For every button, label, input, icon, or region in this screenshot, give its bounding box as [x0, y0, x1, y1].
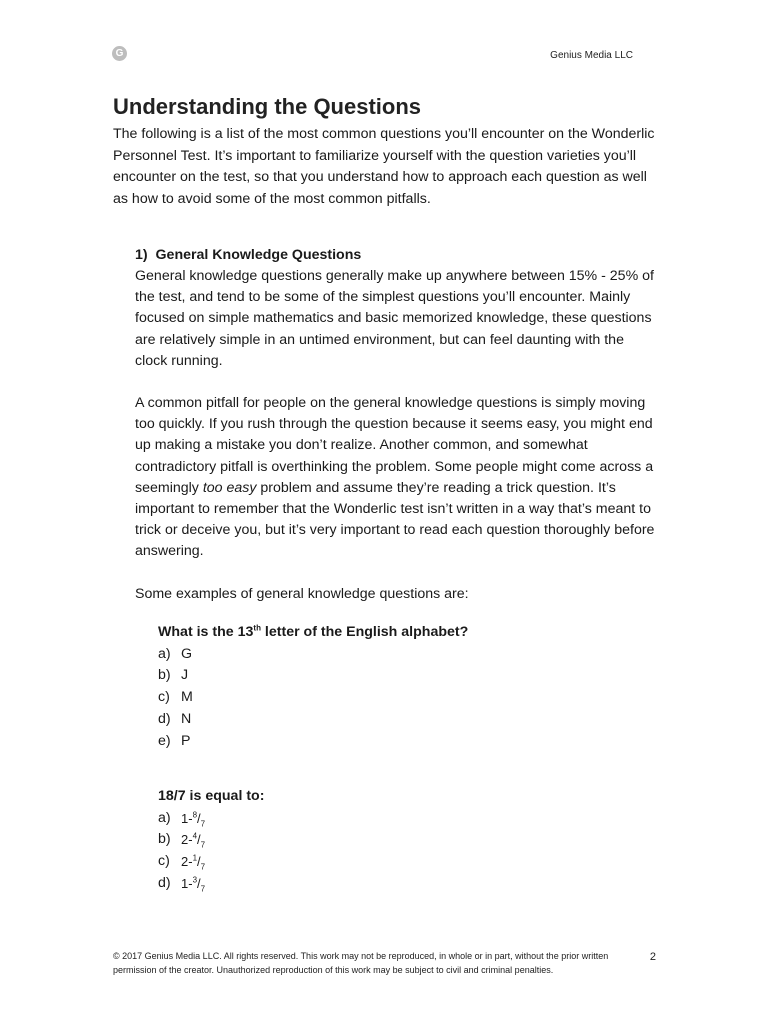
option-letter: e): [158, 732, 171, 749]
option-letter: c): [158, 853, 170, 870]
fraction-denominator: 7: [200, 862, 206, 872]
fraction-whole: 1-: [181, 875, 193, 891]
option-value: G: [181, 645, 193, 662]
option-value: P: [181, 732, 191, 749]
section-paragraph-3: Some examples of general knowledge questions are:: [135, 585, 469, 602]
emphasis-too-easy: too easy: [202, 479, 257, 496]
option-item: [158, 709, 558, 731]
fraction-numerator: 4: [192, 831, 198, 841]
option-value: J: [181, 667, 189, 684]
section-paragraph-1: General knowledge questions generally make up anywhere between 15% - 25% of the test, and tend to be some of the simplest questions you’ll encounter. Mainly focused on simple mathematics and basic memorized knowledge, these questions are relatively simple in an untimed environment, but can feel daunting with the clock running.: [135, 268, 654, 369]
question-2-text: 18/7 is equal to:: [158, 788, 265, 804]
question-1-text-a: What is the 13: [158, 624, 254, 640]
fraction-denominator: 7: [200, 884, 206, 894]
section-title: General Knowledge Questions: [155, 247, 362, 263]
question-1: [158, 622, 558, 752]
fraction-value: $1-^3/_7$: [181, 875, 206, 894]
fraction-numerator: 8: [192, 810, 198, 820]
fraction-numerator: 1: [192, 853, 198, 863]
section-paragraph-2: [135, 393, 660, 563]
question-2: [158, 786, 558, 895]
page-title: Understanding the Questions: [113, 94, 422, 119]
paragraph-2-part-a: A common pitfall for people on the general knowledge questions is simply moving too quickly. If you rush through the question because it seems easy, you might end up making a mistake you don’t realize. Another common, and somewhat contradictory pitfall is overthinking the problem. Some people might come across a seemingly: [135, 395, 654, 496]
option-value: M: [181, 689, 193, 706]
option-letter: d): [158, 874, 171, 891]
intro-paragraph: The following is a list of the most common questions you’ll encounter on the Wonderlic Personnel Test. It’s important to familiarize yourself with the question varieties you’ll encounter on the test, so that you understand how to approach each question as well as how to avoid some of the most common pitfalls.: [113, 126, 655, 207]
fraction-value: $2-^1/_7$: [181, 853, 206, 872]
question-1-text-b: letter of the English alphabet?: [260, 624, 469, 640]
option-item: [158, 829, 558, 851]
option-letter: b): [158, 831, 171, 848]
copyright-footer: © 2017 Genius Media LLC. All rights reserved. This work may not be reproduced, in whole or in part, without the prior written permission of the creator. Unauthorized reproduction of this work may be subject to civil and criminal penalties.: [113, 951, 609, 975]
option-letter: c): [158, 689, 170, 706]
option-item: [158, 731, 558, 753]
page-number: 2: [649, 951, 656, 963]
paragraph-2-part-b: problem and assume they’re reading a trick question. It’s important to remember that the Wonderlic test isn’t written in a way that’s meant to trick or deceive you, but it’s very important to read each question thoroughly before answering.: [135, 479, 655, 560]
fraction-whole: 1-: [181, 810, 193, 826]
fraction-whole: 2-: [181, 854, 193, 870]
option-value: N: [181, 710, 192, 727]
option-letter: a): [158, 645, 171, 662]
genius-logo-icon: G: [112, 46, 127, 61]
company-name: Genius Media LLC: [550, 50, 633, 61]
option-letter: a): [158, 809, 171, 826]
option-item: [158, 687, 558, 709]
section-number: 1): [135, 247, 148, 263]
option-letter: d): [158, 710, 171, 727]
fraction-denominator: 7: [200, 840, 206, 850]
fraction-value: $2-^4/_7$: [181, 831, 206, 850]
option-letter: b): [158, 667, 171, 684]
fraction-whole: 2-: [181, 832, 193, 848]
option-item: [158, 808, 558, 830]
question-1-options: [158, 644, 558, 753]
question-1-sup: th: [253, 623, 261, 633]
fraction-denominator: 7: [200, 819, 206, 829]
section-heading: [135, 245, 660, 266]
fraction-value: $1-^8/_7$: [181, 810, 206, 829]
option-item: [158, 873, 558, 895]
section-general-knowledge: [135, 245, 660, 605]
question-1-text: [158, 622, 558, 644]
question-2-options: [158, 808, 558, 895]
fraction-numerator: 3: [192, 875, 198, 885]
option-item: [158, 851, 558, 873]
option-item: [158, 665, 558, 687]
option-item: [158, 644, 558, 666]
